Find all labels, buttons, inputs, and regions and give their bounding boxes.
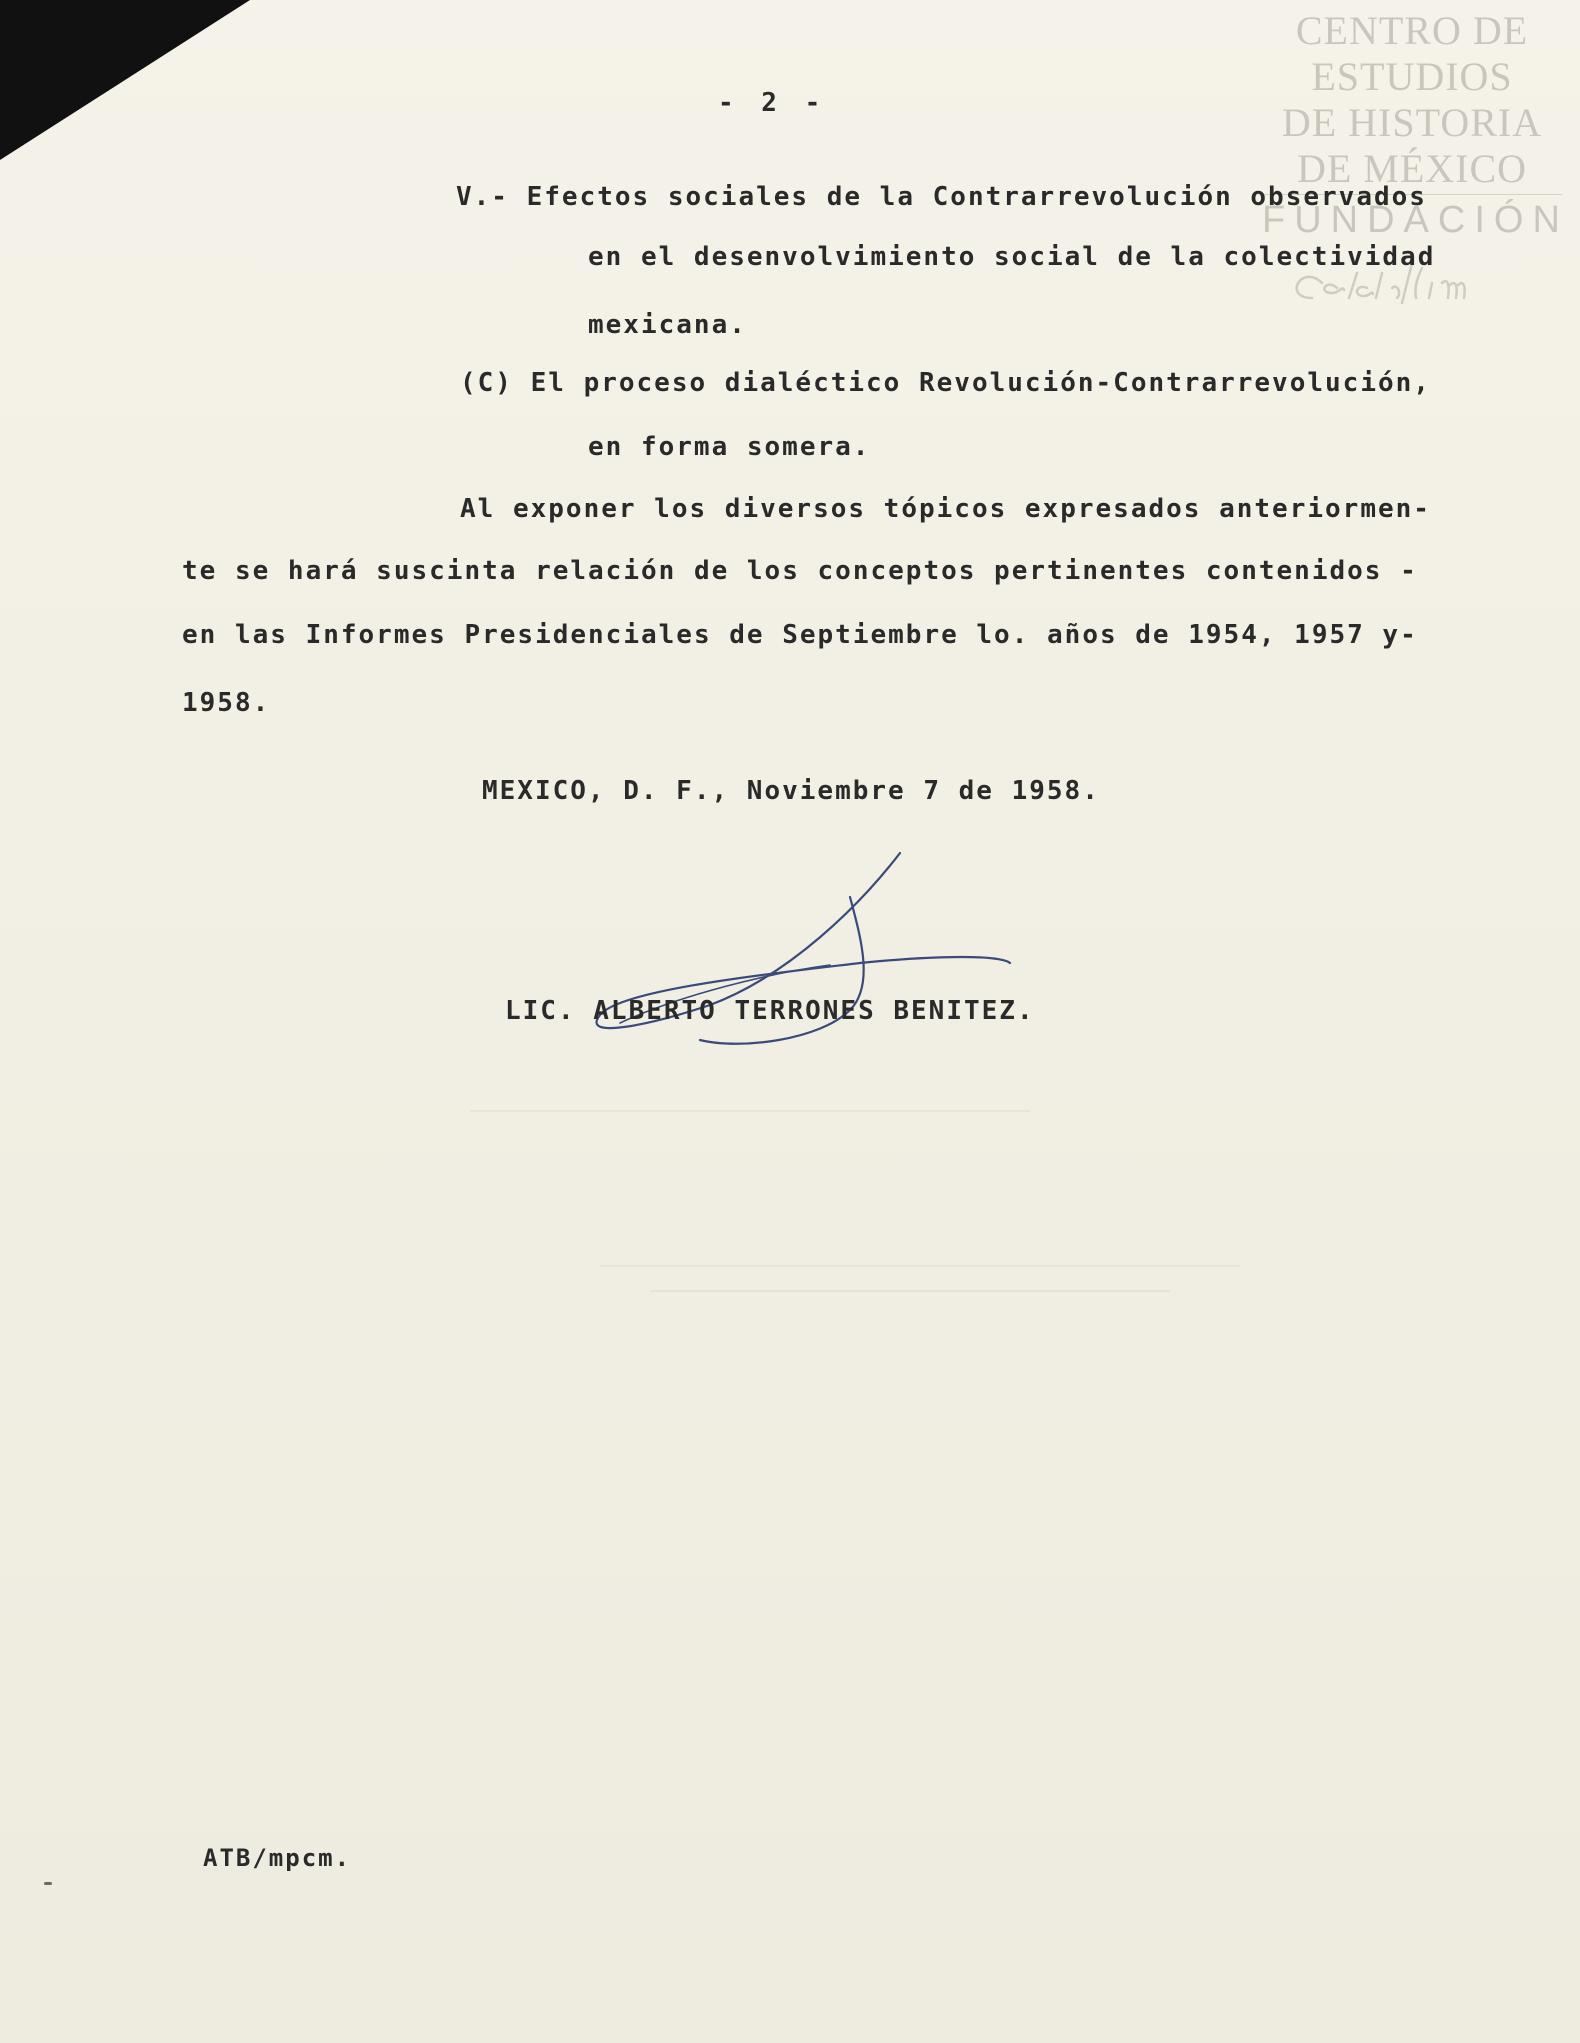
item-c-line: (C) El proceso dialéctico Revolución-Contrarrevolución, (460, 368, 1431, 398)
watermark-foundation: FUNDACIÓN (1262, 194, 1562, 243)
item-v-line: V.- Efectos sociales de la Contrarrevolución observados (456, 182, 1427, 212)
watermark-line: DE HISTORIA (1281, 100, 1543, 145)
signer-name: LIC. ALBERTO TERRONES BENITEZ. (505, 996, 1035, 1026)
folded-corner (0, 0, 250, 160)
paragraph-line: Al exponer los diversos tópicos expresados anteriormen- (460, 494, 1431, 524)
watermark-line: CENTRO DE (1295, 8, 1529, 53)
watermark-line: DE MÉXICO (1296, 146, 1528, 191)
handwritten-signature (560, 845, 1040, 1065)
page-number: - 2 - (718, 88, 827, 118)
watermark-line: ESTUDIOS (1311, 54, 1513, 99)
paragraph-line: 1958. (182, 688, 271, 718)
reference-initials: ATB/mpcm. (203, 1844, 352, 1872)
scan-mark (44, 1882, 52, 1885)
paragraph-line: en las Informes Presidenciales de Septiembre lo. años de 1954, 1957 y- (182, 620, 1418, 650)
item-c-line: en forma somera. (588, 432, 871, 462)
item-v-line: en el desenvolvimiento social de la colectividad (588, 242, 1436, 272)
item-v-line: mexicana. (588, 310, 747, 340)
paragraph-line: te se hará suscinta relación de los conceptos pertinentes contenidos - (182, 556, 1418, 586)
place-and-date: MEXICO, D. F., Noviembre 7 de 1958. (482, 776, 1100, 806)
